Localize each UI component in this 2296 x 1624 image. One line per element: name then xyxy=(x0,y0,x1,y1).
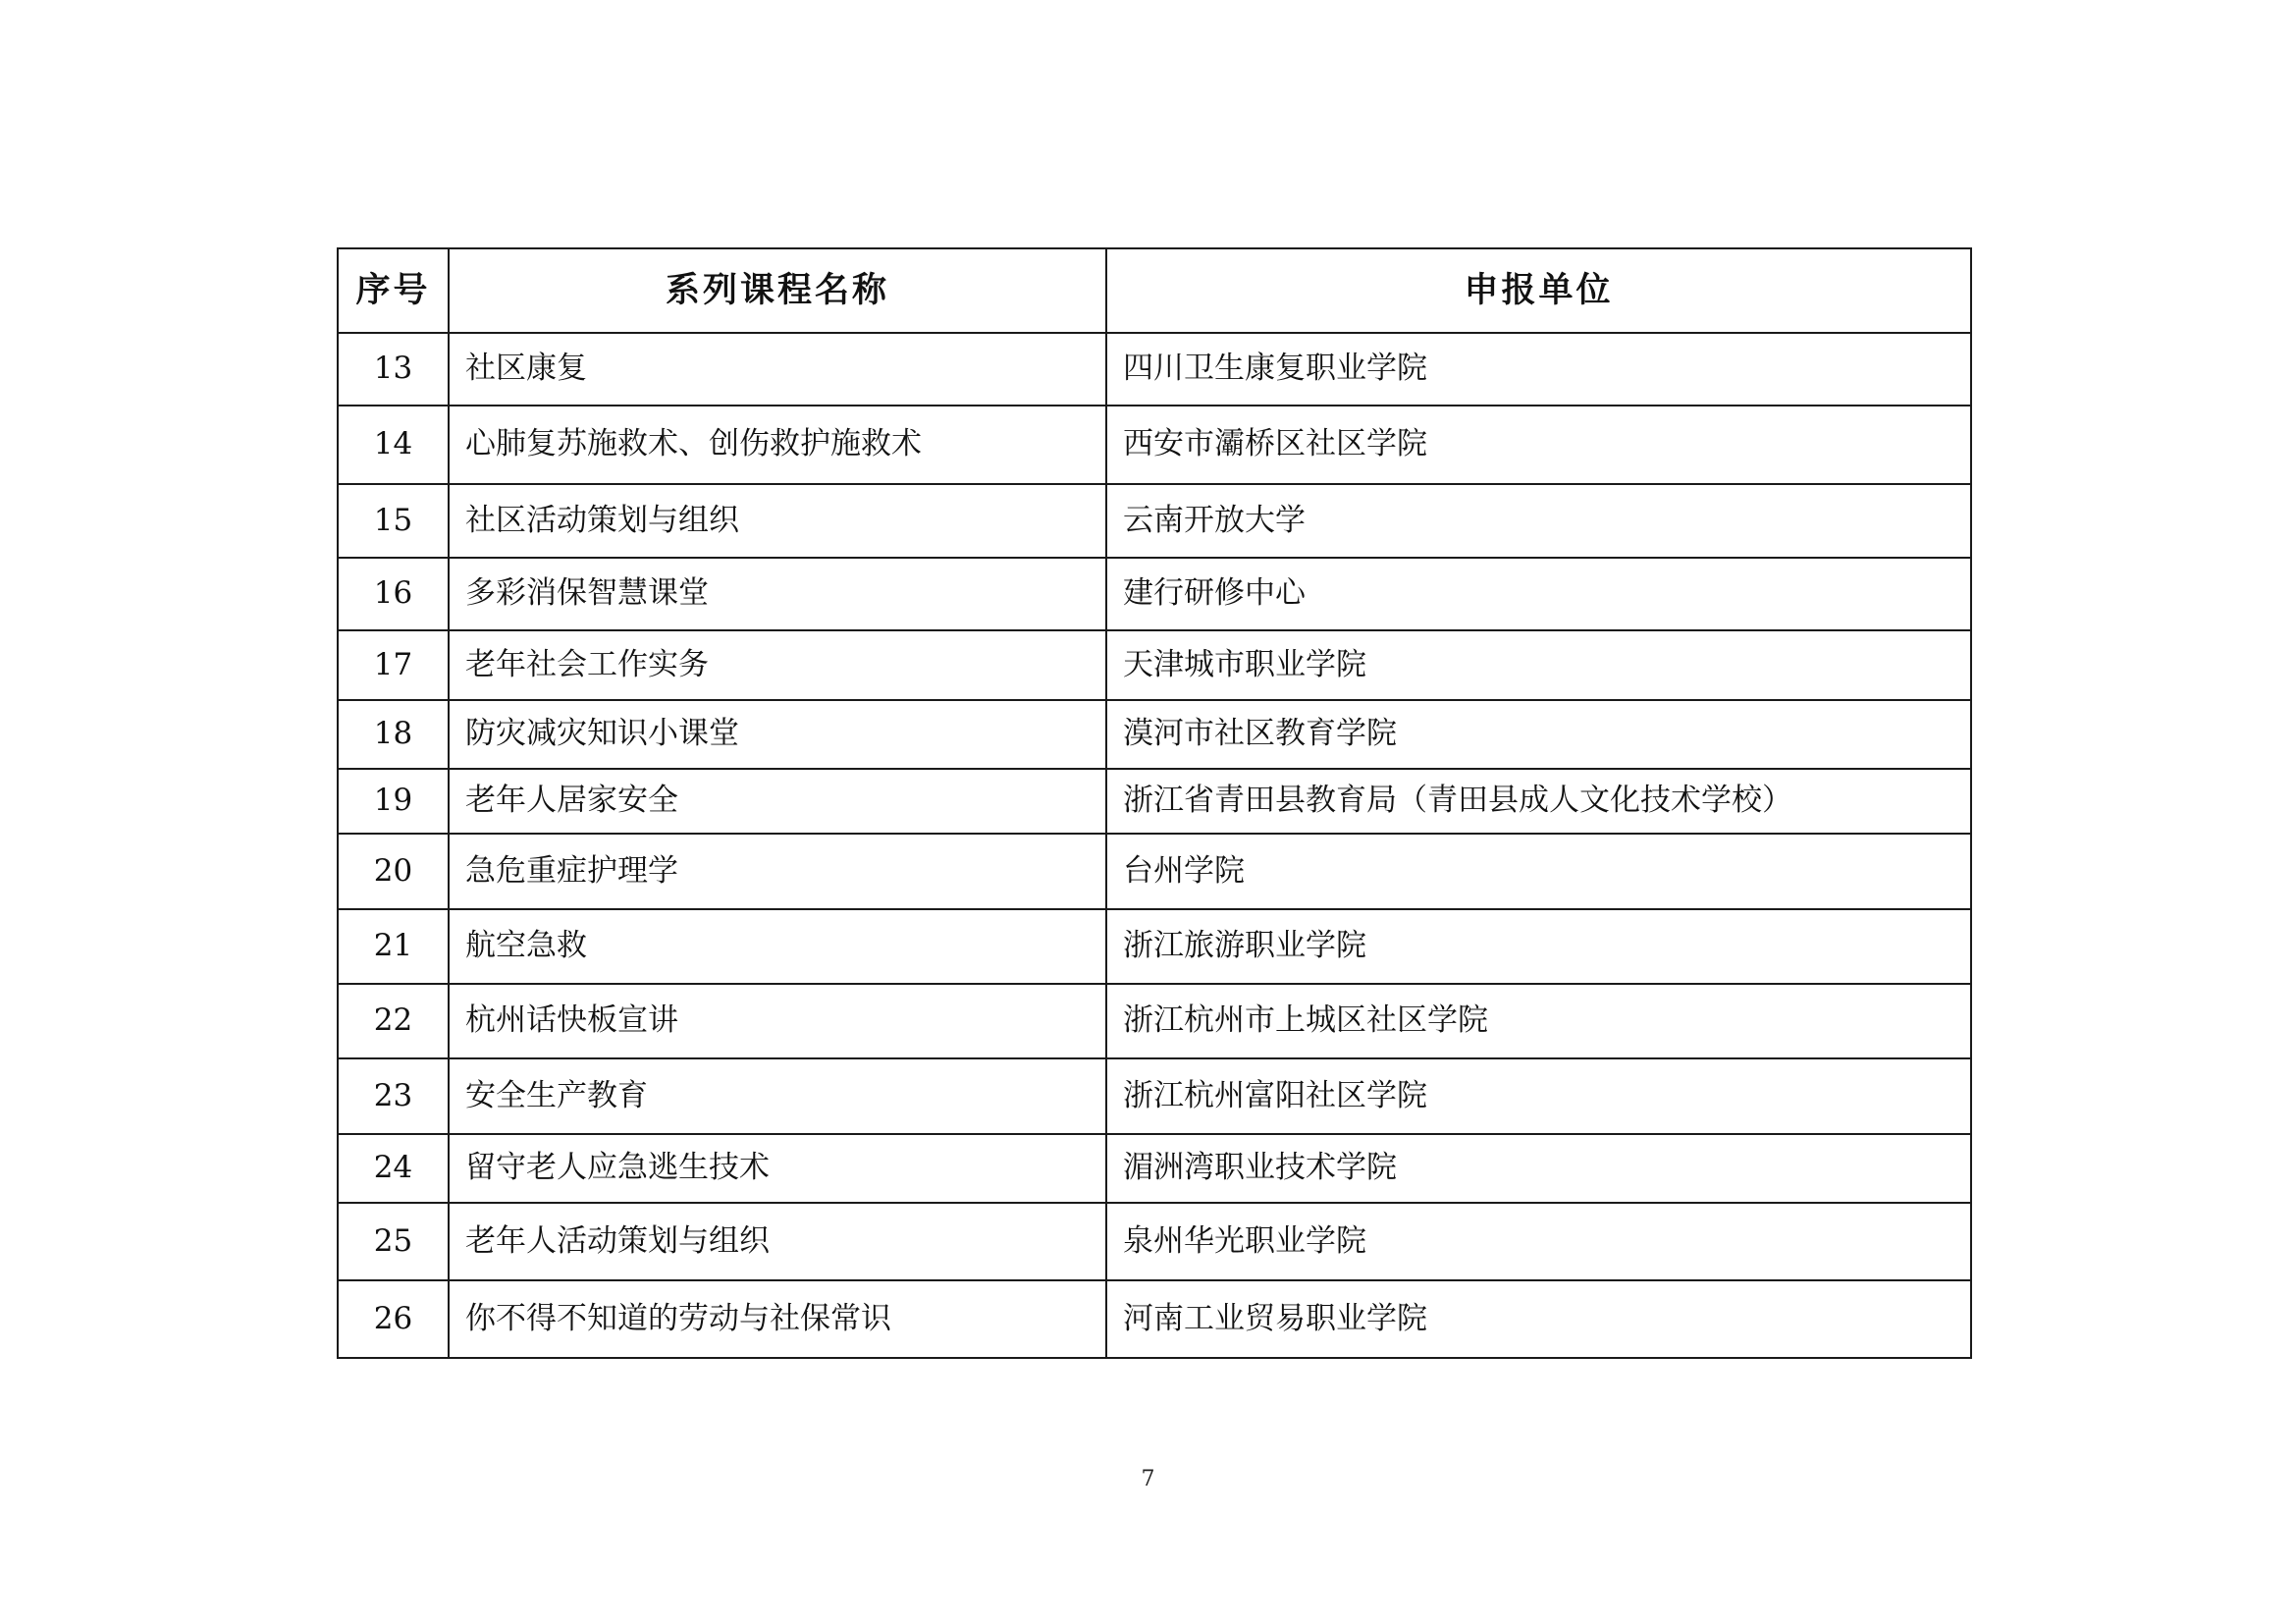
course-table xyxy=(337,247,1972,1359)
header-course-name: 系列课程名称 xyxy=(449,248,1106,333)
table-row xyxy=(338,333,1971,406)
organization-cell: 河南工业贸易职业学院 xyxy=(1106,1280,1971,1358)
course-name-cell: 老年人活动策划与组织 xyxy=(449,1203,1106,1280)
page-number: 7 xyxy=(1141,1467,1155,1491)
organization-cell: 泉州华光职业学院 xyxy=(1106,1203,1971,1280)
row-number: 14 xyxy=(338,406,449,484)
table-row xyxy=(338,909,1971,984)
row-number: 20 xyxy=(338,834,449,909)
table-row xyxy=(338,834,1971,909)
row-number: 24 xyxy=(338,1134,449,1203)
table-row xyxy=(338,484,1971,558)
table-row xyxy=(338,1280,1971,1358)
course-name-cell: 社区康复 xyxy=(449,333,1106,406)
row-number: 25 xyxy=(338,1203,449,1280)
row-number: 22 xyxy=(338,984,449,1058)
course-name-cell: 心肺复苏施救术、创伤救护施救术 xyxy=(449,406,1106,484)
organization-cell: 浙江杭州市上城区社区学院 xyxy=(1106,984,1971,1058)
header-no: 序号 xyxy=(338,248,449,333)
table-row xyxy=(338,769,1971,834)
organization-cell: 浙江杭州富阳社区学院 xyxy=(1106,1058,1971,1134)
organization-cell: 漠河市社区教育学院 xyxy=(1106,700,1971,769)
organization-cell: 建行研修中心 xyxy=(1106,558,1971,630)
course-name-cell: 航空急救 xyxy=(449,909,1106,984)
table-body xyxy=(338,333,1971,1358)
organization-cell: 台州学院 xyxy=(1106,834,1971,909)
table-row xyxy=(338,1058,1971,1134)
course-name-cell: 老年社会工作实务 xyxy=(449,630,1106,700)
organization-cell: 湄洲湾职业技术学院 xyxy=(1106,1134,1971,1203)
table-row xyxy=(338,984,1971,1058)
row-number: 21 xyxy=(338,909,449,984)
course-name-cell: 留守老人应急逃生技术 xyxy=(449,1134,1106,1203)
row-number: 16 xyxy=(338,558,449,630)
organization-cell: 浙江旅游职业学院 xyxy=(1106,909,1971,984)
row-number: 23 xyxy=(338,1058,449,1134)
table-row xyxy=(338,1203,1971,1280)
table-row xyxy=(338,1134,1971,1203)
row-number: 26 xyxy=(338,1280,449,1358)
row-number: 13 xyxy=(338,333,449,406)
course-name-cell: 杭州话快板宣讲 xyxy=(449,984,1106,1058)
course-name-cell: 你不得不知道的劳动与社保常识 xyxy=(449,1280,1106,1358)
organization-cell: 浙江省青田县教育局（青田县成人文化技术学校） xyxy=(1106,769,1971,834)
course-name-cell: 多彩消保智慧课堂 xyxy=(449,558,1106,630)
row-number: 19 xyxy=(338,769,449,834)
organization-cell: 西安市灞桥区社区学院 xyxy=(1106,406,1971,484)
organization-cell: 云南开放大学 xyxy=(1106,484,1971,558)
table-row xyxy=(338,406,1971,484)
table-row xyxy=(338,700,1971,769)
course-name-cell: 防灾减灾知识小课堂 xyxy=(449,700,1106,769)
header-organization: 申报单位 xyxy=(1106,248,1971,333)
row-number: 15 xyxy=(338,484,449,558)
row-number: 17 xyxy=(338,630,449,700)
organization-cell: 四川卫生康复职业学院 xyxy=(1106,333,1971,406)
course-name-cell: 安全生产教育 xyxy=(449,1058,1106,1134)
table-header-row xyxy=(338,248,1971,333)
course-name-cell: 社区活动策划与组织 xyxy=(449,484,1106,558)
row-number: 18 xyxy=(338,700,449,769)
course-name-cell: 老年人居家安全 xyxy=(449,769,1106,834)
table-row xyxy=(338,630,1971,700)
course-name-cell: 急危重症护理学 xyxy=(449,834,1106,909)
table-row xyxy=(338,558,1971,630)
organization-cell: 天津城市职业学院 xyxy=(1106,630,1971,700)
